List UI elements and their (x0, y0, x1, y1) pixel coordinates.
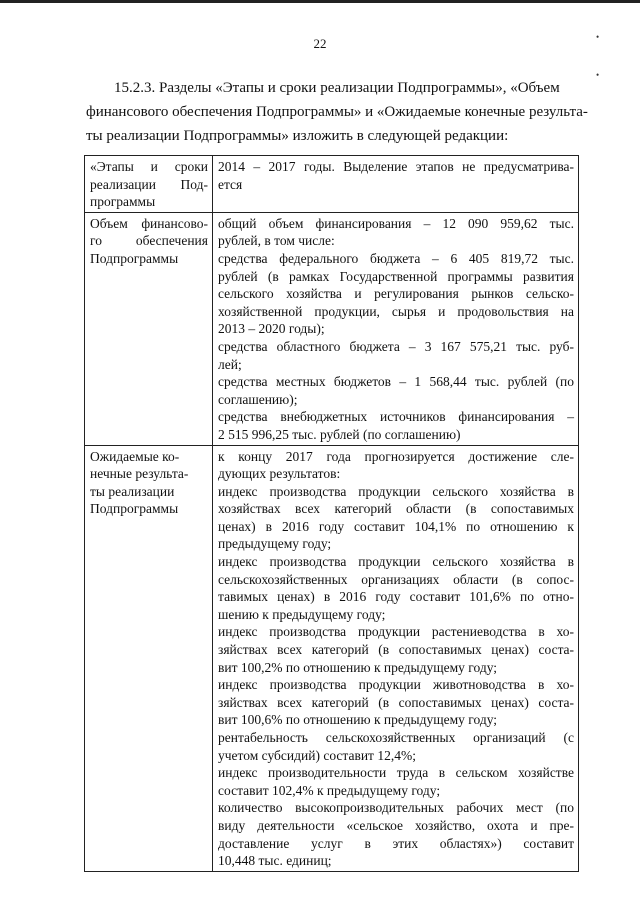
page-number: 22 (313, 36, 327, 51)
row-content-line: вит 100,6% по отношению к предыдущему году; (218, 712, 498, 728)
row-content-cell (213, 445, 579, 871)
row-content-line: индекс производства продукции сельского хозяйства в (218, 483, 574, 499)
row-content-line: доставление услуг в этих областях») составит (218, 835, 574, 851)
row-content-line: рублей, в том числе: (218, 233, 335, 249)
row-content-cell (213, 156, 579, 213)
row-content-line: общий объем финансирования – 12 090 959,62 тыс. (218, 215, 574, 231)
row-content-line: лей; (218, 356, 242, 372)
scan-speck: • (596, 32, 600, 42)
subprogram-table (84, 155, 579, 872)
row-content-line: средства областного бюджета – 3 167 575,21 тыс. руб- (218, 338, 574, 354)
row-content-line: составит 102,4% к предыдущему году; (218, 782, 441, 798)
row-content-line: хозяйствах всех категорий области (в сопоставимых (218, 501, 574, 517)
row-label-line: Ожидаемые ко- (90, 448, 180, 464)
row-label-line: Подпрограммы (90, 250, 179, 266)
row-content-line: 2 515 996,25 тыс. рублей (по соглашению) (218, 426, 461, 442)
row-content-line: виду деятельности «сельское хозяйство, охота и пре- (218, 817, 574, 833)
row-label-line: го обеспечения (90, 233, 208, 249)
row-content-line: индекс производства продукции растениеводства в хо- (218, 624, 574, 640)
row-label-line: программы (90, 194, 156, 210)
row-content-line: рублей (в рамках Государственной программы развития (218, 268, 574, 284)
row-content-line: зяйствах всех категорий (в сопоставимых ценах) состa- (218, 642, 574, 658)
table-row (85, 212, 579, 445)
row-label-cell (85, 445, 213, 871)
row-label-line: реализации Под- (90, 176, 208, 192)
intro-line: финансового обеспечения Подпрограммы» и «Ожидаемые конечные результа- (86, 104, 588, 120)
scan-speck: • (596, 70, 600, 80)
row-content-line: сельского хозяйства и регулирования рынков сельско- (218, 286, 574, 302)
row-label-line: нечные результа- (90, 466, 189, 482)
row-content-line: 2014 – 2017 годы. Выделение этапов не предусматрива- (218, 159, 574, 174)
row-content-line: соглашению); (218, 391, 298, 407)
row-content-line: средства федерального бюджета – 6 405 819,72 тыс. (218, 250, 574, 266)
row-label-cell (85, 156, 213, 213)
intro-line: ты реализации Подпрограммы» изложить в следующей редакции: (86, 128, 509, 144)
table-row (85, 445, 579, 871)
row-content-line: индекс производства продукции животноводства в хо- (218, 677, 574, 693)
row-content-cell (213, 212, 579, 445)
row-content-line: шению к предыдущему году; (218, 606, 386, 622)
row-content-line: количество высокопроизводительных рабочих мест (по (218, 800, 574, 816)
row-content-line: к концу 2017 года прогнозируется достижение сле- (218, 448, 574, 464)
row-content-line: хозяйственной продукции, сырья и продовольствия на (218, 303, 574, 319)
row-label-cell (85, 212, 213, 445)
row-content-line: вит 100,2% по отношению к предыдущему году; (218, 659, 498, 675)
intro-line: 15.2.3. Разделы «Этапы и сроки реализации Подпрограммы», «Объем (114, 80, 560, 96)
intro-paragraph (86, 76, 591, 148)
row-label-line: Объем финансово- (90, 215, 208, 231)
row-label-line: ты реализации (90, 483, 175, 499)
row-content-line: зяйствах всех категорий (в сопоставимых ценах) соста- (218, 694, 574, 710)
row-content-line: предыдущему году; (218, 536, 332, 552)
top-border-line (0, 0, 640, 3)
row-content-line: рентабельность сельскохозяйственных организаций (с (218, 730, 574, 745)
row-content-line: ценах) в 2016 году составит 104,1% по отношению к (218, 518, 574, 534)
row-content-line: ется (218, 176, 243, 192)
row-content-line: сельскохозяйственных организациях области (в сопос- (218, 571, 574, 587)
row-content-line: средства внебюджетных источников финансирования – (218, 409, 574, 425)
row-content-line: тавимых ценах) в 2016 году составит 101,6% по отно- (218, 589, 574, 605)
row-content-line: 10,448 тыс. единиц; (218, 853, 332, 869)
row-label-line: «Этапы и сроки (90, 159, 208, 174)
table-row (85, 156, 579, 213)
row-label-line: Подпрограммы (90, 501, 179, 517)
row-content-line: 2013 – 2020 годы); (218, 321, 325, 337)
row-content-line: учетом субсидий) составит 12,4%; (218, 747, 416, 763)
row-content-line: дующих результатов: (218, 466, 341, 482)
row-content-line: индекс производительности труда в сельском хозяйстве (218, 765, 574, 781)
row-content-line: средства местных бюджетов – 1 568,44 тыс. рублей (по (218, 374, 574, 390)
row-content-line: индекс производства продукции сельского хозяйства в (218, 554, 574, 570)
